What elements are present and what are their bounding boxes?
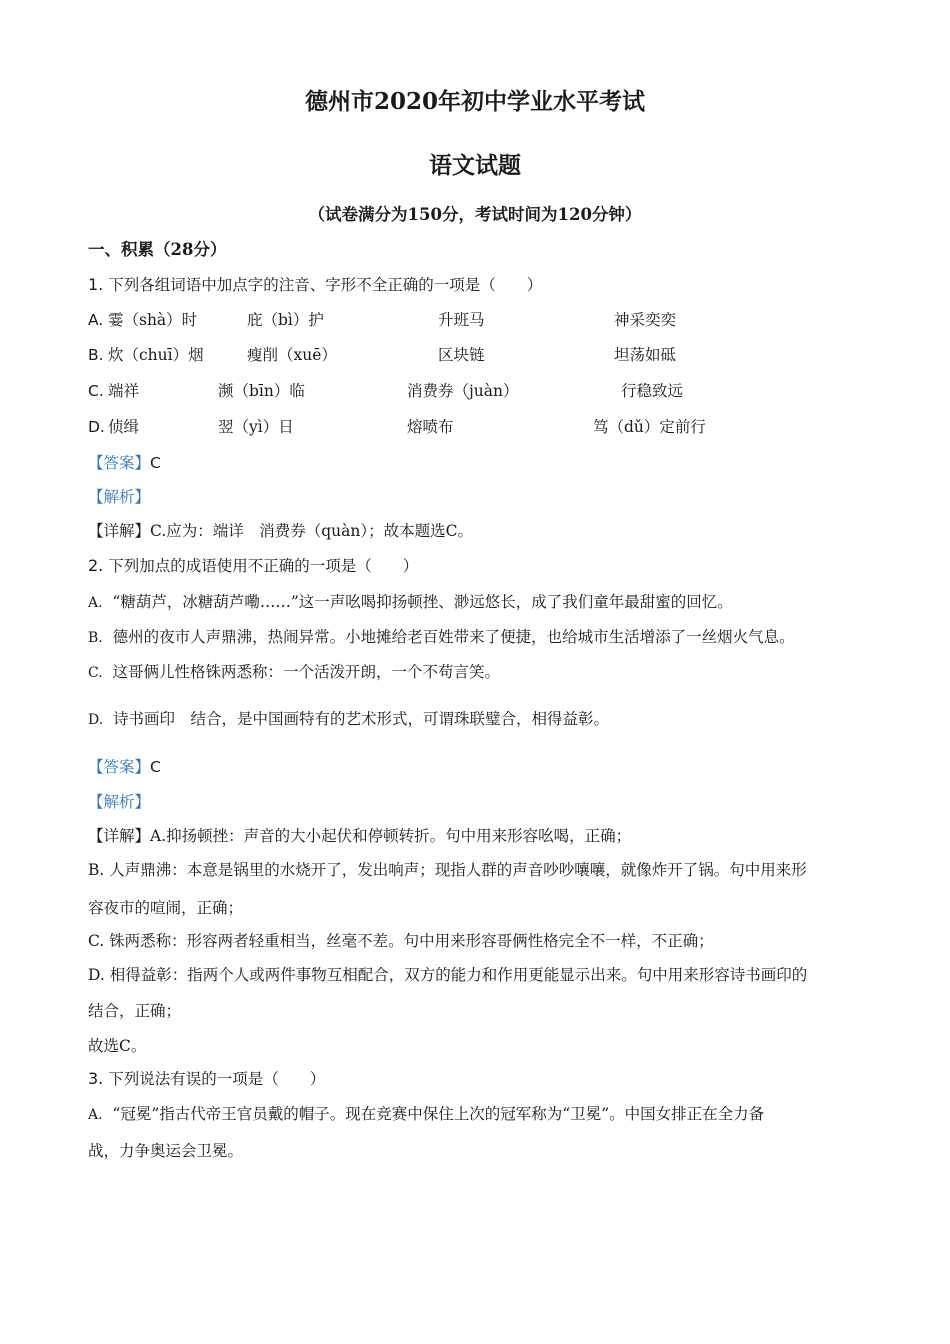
option-item: 侦缉 [108,418,140,436]
option-text: 这哥俩儿性格铢两悉称：一个活泼开朗，一个不苟言笑。 [112,663,501,681]
q2-detail-line: 容夜市的喧闹，正确； [88,899,244,917]
question-1-stem [88,275,542,295]
answer-tag: 【答案】 [88,454,151,472]
question-number: 1. [88,275,104,294]
option-item: 炊（chuī）烟 [108,346,204,364]
q2-option-c [88,662,500,683]
detail-text: C.应为：端详 消费券（quàn）；故本题选C。 [150,522,473,540]
section-heading: 一、积累（28分） [88,240,227,259]
option-item: 坦荡如砥 [614,346,677,364]
question-2-stem [88,556,418,576]
question-text: 下列加点的成语使用不正确的一项是（ ） [108,557,419,575]
detail-tag: 【详解】 [88,522,151,540]
option-item: 瘦削（xuē） [247,346,337,364]
option-item: 庇（bì）护 [247,311,324,329]
option-label: B. [88,630,103,646]
question-text: 下列各组词语中加点字的注音、字形不全正确的一项是（ ） [108,276,543,294]
q2-option-b [88,627,795,648]
question-number: 2. [88,556,104,575]
option-item: 神采奕奕 [614,311,677,329]
q1-analysis-tag: 【解析】 [88,488,151,506]
answer-tag: 【答案】 [88,758,151,776]
q2-detail-line: D. 相得益彰：指两个人或两件事物互相配合，双方的能力和作用更能显示出来。句中用来形容诗书画印的 [88,966,808,984]
detail-tag: 【详解】 [88,827,151,845]
option-label: A. [88,1107,103,1123]
subject-title: 语文试题 [429,152,521,179]
option-item: 行稳致远 [621,382,684,400]
option-label: A. [88,595,103,611]
option-item: 端祥 [108,382,140,400]
option-text: “糖葫芦，冰糖葫芦嘞……”这一声吆喝抑扬顿挫、渺远悠长，成了我们童年最甜蜜的回忆。 [112,593,733,611]
option-item: 霎（shà）时 [108,311,198,329]
option-item: 笃（dǔ）定前行 [593,418,706,436]
detail-text: A.抑扬顿挫：声音的大小起伏和停顿转折。句中用来形容吆喝，正确； [150,827,632,845]
option-item: 区块链 [438,346,485,364]
q2-detail-line: C. 铢两悉称：形容两者轻重相当，丝毫不差。句中用来形容哥俩性格完全不一样，不正确； [88,932,714,950]
q2-detail-line [88,826,631,846]
option-text: “冠冕”指古代帝王官员戴的帽子。现在竞赛中保住上次的冠军称为“卫冕”。中国女排正在全力备 [112,1105,765,1123]
option-item: 濒（bīn）临 [218,382,305,400]
option-label: C. [88,382,104,400]
exam-title: 德州市2020年初中学业水平考试 [304,88,645,115]
option-label: B. [88,346,104,364]
q2-analysis-tag: 【解析】 [88,793,151,811]
q2-answer [88,757,161,777]
q2-option-d [88,709,609,730]
q2-detail-line: 结合，正确； [88,1002,182,1020]
option-text: 诗书画印 结合，是中国画特有的艺术形式，可谓珠联璧合，相得益彰。 [113,710,610,728]
q2-detail-line: 故选C。 [88,1037,147,1055]
exam-note: （试卷满分为150分，考试时间为120分钟） [308,205,642,224]
q2-detail-line: B. 人声鼎沸：本意是锅里的水烧开了，发出响声；现指人群的声音吵吵嚷嚷，就像炸开了锅。句中用来形 [88,861,807,879]
q3-option-a [88,1104,764,1125]
option-item: 消费券（juàn） [407,382,519,400]
option-label: C. [88,665,103,681]
answer-value: C [150,758,161,776]
option-item: 翌（yì）日 [218,418,294,436]
answer-value: C [150,454,161,472]
q2-option-a [88,592,733,613]
q3-option-a-continued: 战，力争奥运会卫冕。 [88,1142,244,1160]
question-text: 下列说法有误的一项是（ ） [108,1070,326,1088]
q1-answer [88,453,161,473]
option-label: D. [88,712,104,728]
option-text: 德州的夜市人声鼎沸，热闹异常。小地摊给老百姓带来了便捷，也给城市生活增添了一丝烟火气息。 [112,628,795,646]
option-item: 熔喷布 [407,418,454,436]
option-item: 升班马 [438,311,485,329]
option-label: A. [88,311,104,329]
q1-detail [88,521,473,541]
question-number: 3. [88,1069,104,1088]
option-label: D. [88,418,105,436]
question-3-stem [88,1069,325,1089]
